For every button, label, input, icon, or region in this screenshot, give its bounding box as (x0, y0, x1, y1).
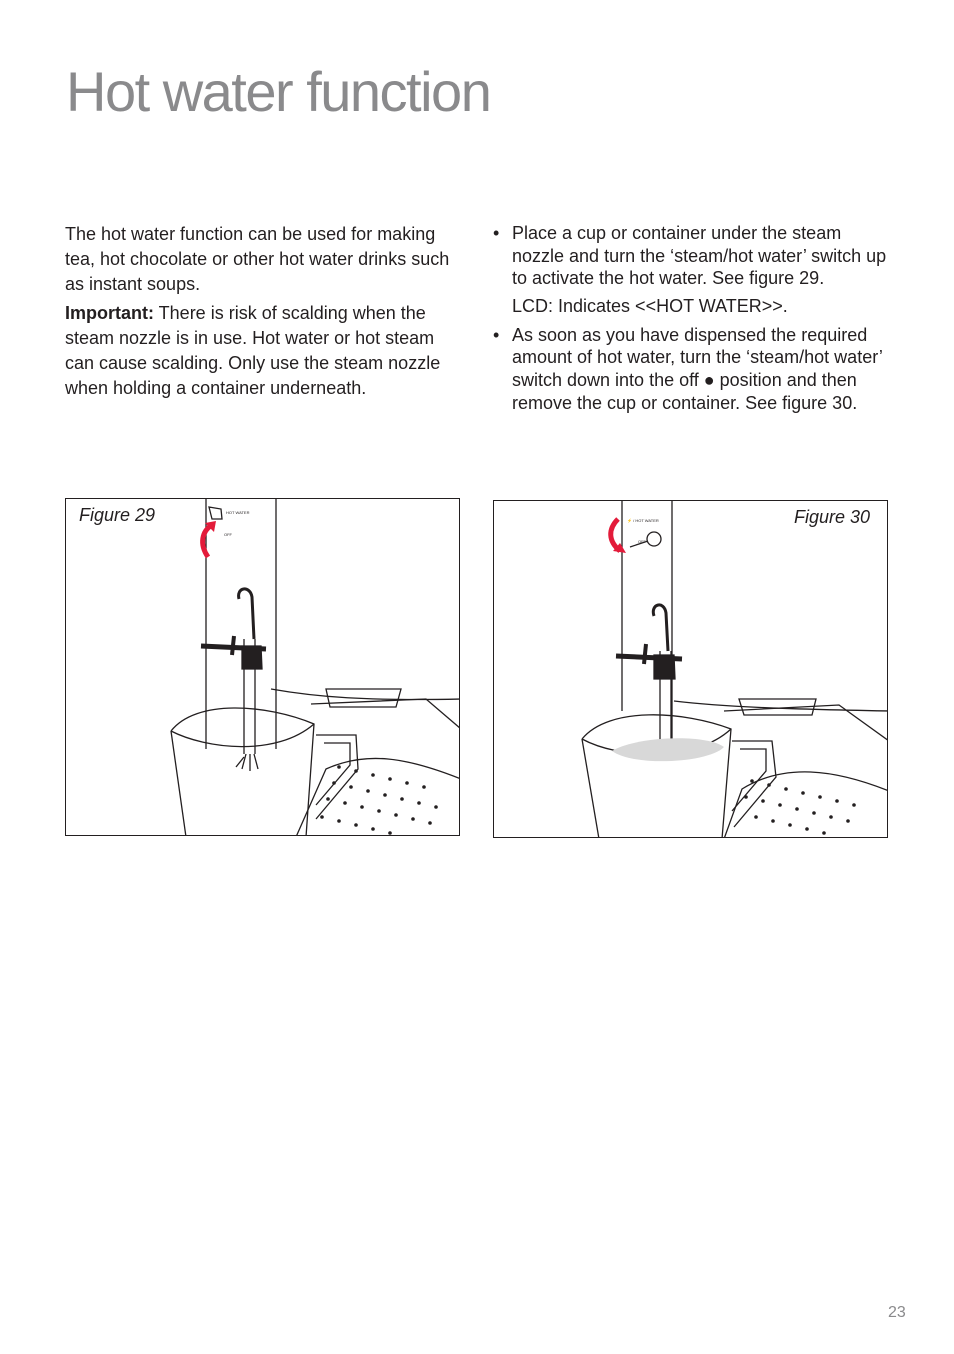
important-label: Important: (65, 303, 154, 323)
bullet-2-text-end: position and then remove the cup or container. See figure 30. (512, 369, 858, 413)
lcd-note: LCD: Indicates <<HOT WATER>>. (512, 295, 788, 316)
off-symbol-icon: ● (703, 369, 715, 390)
figure-30-illustration (494, 501, 888, 838)
figure-29-label: Figure 29 (79, 505, 156, 525)
figure-29 (65, 498, 460, 836)
important-text: There is risk of scalding when the steam nozzle is in use. Hot water or hot steam can cause scalding. Only use the steam nozzle when holding a container underneath. (65, 303, 441, 398)
figure-30-label: Figure 30 (793, 507, 870, 527)
intro-paragraph: The hot water function can be used for making tea, hot chocolate or other hot water drinks such as instant soups. (65, 224, 450, 294)
instruction-bullet-1 (493, 222, 893, 290)
switch-label-bottom: OFF (224, 532, 232, 537)
left-column (65, 222, 457, 405)
bullet-marker: • (493, 324, 500, 345)
switch-label-bottom: OFF (638, 539, 646, 544)
page-title: Hot water function (66, 60, 491, 123)
figure-30 (493, 500, 888, 838)
instruction-bullet-2 (493, 324, 893, 414)
bullet-1-text: Place a cup or container under the steam nozzle and turn the ‘steam/hot water’ switch up to activate the hot water. See figure 29. (512, 223, 887, 289)
switch-label-top: ⚡ / HOT WATER (627, 518, 659, 523)
figure-29-illustration (66, 499, 460, 836)
bullet-marker: • (493, 223, 500, 243)
important-paragraph (65, 301, 457, 401)
page-number: 23 (888, 1304, 906, 1321)
right-column (493, 222, 893, 418)
switch-label-top: HOT WATER (226, 510, 250, 515)
bullet-2-text-start: As soon as you have dispensed the required amount of hot water, turn the ‘steam/hot water’ switch down into the off (512, 324, 883, 390)
